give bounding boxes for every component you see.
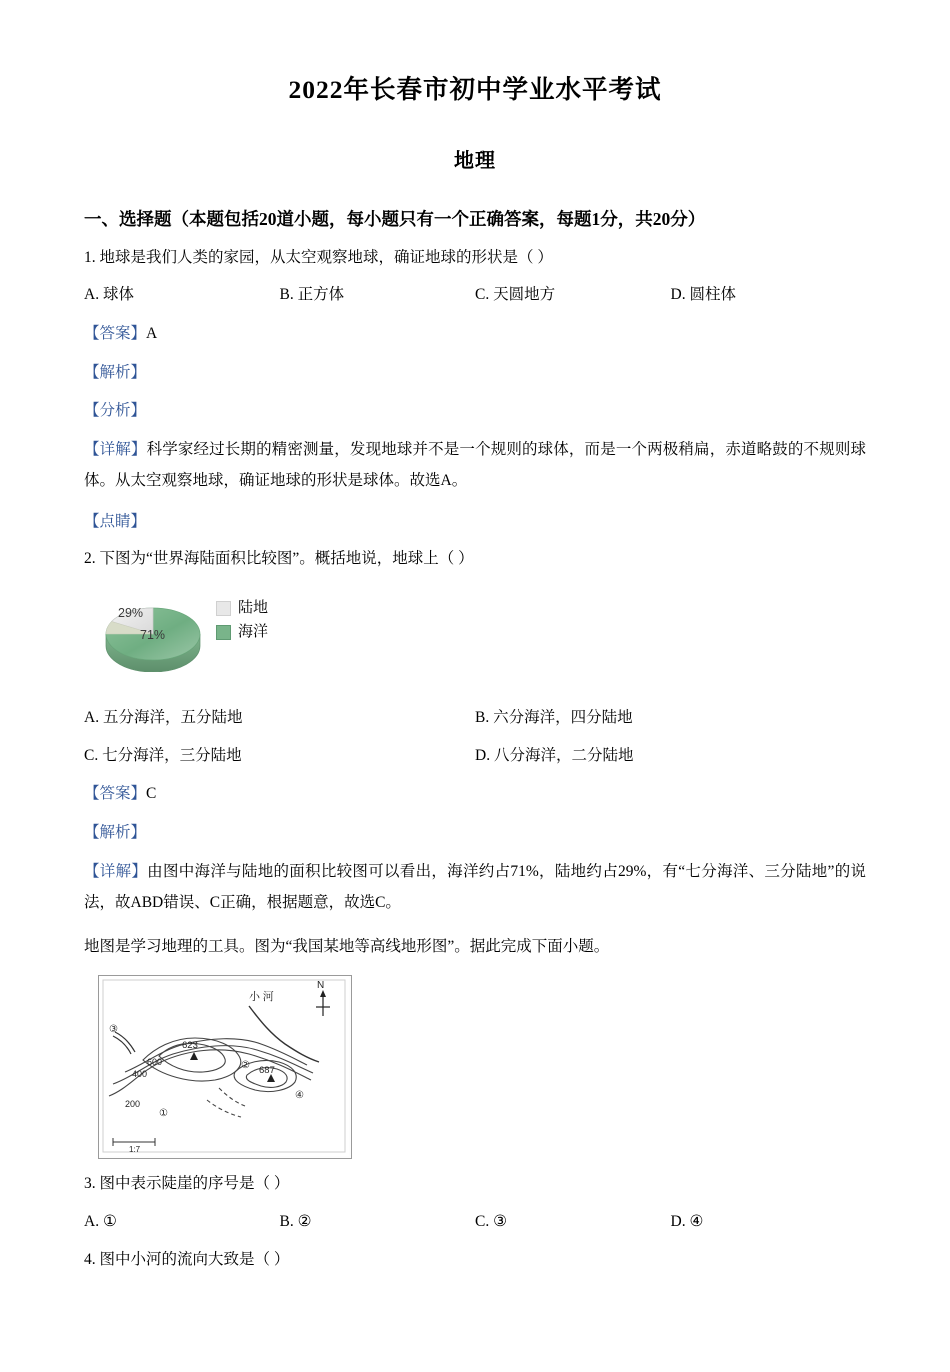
page-title: 2022年长春市初中学业水平考试 — [288, 75, 662, 104]
map-river-label: 小 河 — [249, 991, 274, 1004]
map-contour-600: 600 — [147, 1057, 163, 1068]
option-c[interactable]: C. ③ — [475, 1212, 507, 1230]
map-point-3: ③ — [109, 1024, 118, 1036]
option-c[interactable]: C. 天圆地方 — [475, 286, 556, 304]
question-3-options — [84, 1210, 866, 1235]
option-a[interactable]: A. 五分海洋，五分陆地 — [84, 708, 243, 726]
option-d[interactable]: D. ④ — [670, 1212, 704, 1230]
xiangjie-tag: 【详解】 — [84, 862, 148, 880]
question-1-fenxi-tag: 【分析】 — [84, 402, 147, 420]
question-2-analysis-tag: 【解析】 — [84, 824, 147, 842]
map-contour-400: 400 — [132, 1069, 148, 1080]
map-scale-note: 1:7 — [129, 1145, 141, 1155]
option-d[interactable]: D. 圆柱体 — [670, 286, 736, 304]
map-point-4: ④ — [295, 1090, 304, 1102]
xiangjie-text: 由图中海洋与陆地的面积比较图可以看出，海洋约占71%，陆地约占29%，有“七分海洋、三分陆地”的说法，故ABD错误、C正确，根据题意，故选C。 — [84, 862, 866, 911]
map-peak-687: 687 — [259, 1065, 275, 1077]
map-intro-text: 地图是学习地理的工具。图为“我国某地等高线地形图”。据此完成下面小题。 — [84, 937, 610, 955]
question-1-options — [84, 283, 866, 308]
legend-label-ocean: 海洋 — [238, 623, 269, 640]
pie-chart-legend — [216, 598, 268, 646]
map-point-2: ② — [241, 1060, 250, 1072]
question-2-options-row-1 — [84, 706, 866, 731]
subject-title: 地理 — [454, 149, 496, 172]
question-1-analysis-tag: 【解析】 — [84, 363, 147, 381]
contour-map-figure — [98, 975, 352, 1159]
legend-item-land — [216, 598, 268, 620]
map-compass-label: N — [317, 980, 325, 992]
answer-tag: 【答案】 — [84, 325, 147, 343]
legend-swatch-ocean-icon — [216, 625, 231, 640]
legend-item-ocean — [216, 622, 268, 644]
answer-value: A — [146, 325, 158, 343]
question-2-answer — [84, 781, 866, 807]
page-bottom-spacer — [84, 1272, 866, 1332]
section-heading: 一、选择题（本题包括20道小题，每小题只有一个正确答案，每题1分，共20分） — [84, 208, 706, 229]
pie-chart-figure — [98, 590, 338, 676]
question-1-dianjing-tag: 【点睛】 — [84, 512, 147, 530]
contour-map-svg — [99, 976, 349, 1156]
xiangjie-text: 科学家经过长期的精密测量，发现地球并不是一个规则的球体，而是一个两极稍扁，赤道略鼓的不规则球体。从太空观察地球，确证地球的形状是球体。故选A。 — [84, 440, 866, 489]
option-d[interactable]: D. 八分海洋，二分陆地 — [475, 746, 634, 764]
option-c[interactable]: C. 七分海洋，三分陆地 — [84, 746, 242, 764]
option-b[interactable]: B. 正方体 — [279, 286, 345, 304]
xiangjie-tag: 【详解】 — [84, 440, 147, 458]
question-2-stem: 2. 下图为“世界海陆面积比较图”。概括地说，地球上（ ） — [84, 550, 474, 568]
option-a[interactable]: A. ① — [84, 1212, 117, 1230]
question-3-stem: 3. 图中表示陡崖的序号是（ ） — [84, 1175, 290, 1193]
pie-chart — [98, 590, 208, 672]
map-contour-200: 200 — [125, 1099, 141, 1110]
option-b[interactable]: B. 六分海洋，四分陆地 — [475, 708, 633, 726]
question-4-stem: 4. 图中小河的流向大致是（ ） — [84, 1250, 290, 1268]
answer-value: C — [146, 785, 157, 803]
option-b[interactable]: B. ② — [279, 1212, 312, 1230]
legend-label-land: 陆地 — [238, 599, 269, 616]
answer-tag: 【答案】 — [84, 785, 147, 803]
question-1-xiangjie — [84, 434, 866, 496]
pie-label-land-pct: 29% — [118, 605, 144, 620]
question-2-xiangjie — [84, 856, 866, 918]
legend-swatch-land-icon — [216, 601, 231, 616]
map-point-1: ① — [159, 1108, 168, 1120]
question-2-options-row-2 — [84, 744, 866, 769]
map-peak-623: 623 — [182, 1040, 198, 1052]
option-a[interactable]: A. 球体 — [84, 286, 134, 304]
question-1-answer — [84, 321, 866, 347]
pie-label-ocean-pct: 71% — [140, 627, 166, 642]
question-1-stem: 1. 地球是我们人类的家园，从太空观察地球，确证地球的形状是（ ） — [84, 248, 553, 266]
